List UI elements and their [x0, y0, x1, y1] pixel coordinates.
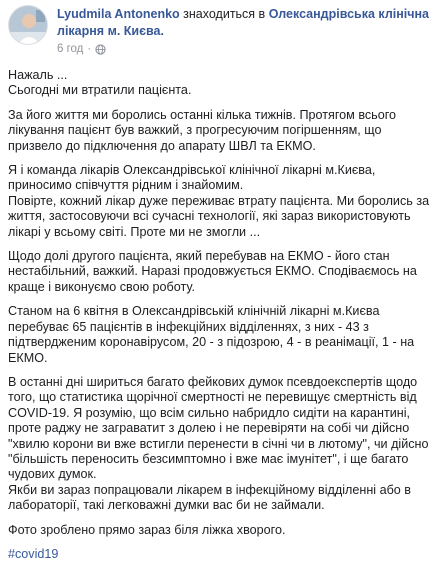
post-paragraph: За його життя ми боролись останні кілька тижнів. Протягом всього лікування пацієнт був важкий, з прогресуючим погіршенням, що призвело до підключення до апарату ШВЛ та ЕКМО.	[8, 107, 397, 153]
post-paragraph: Фото зроблено прямо зараз біля ліжка хворого.	[8, 522, 286, 537]
hashtag-link[interactable]: #covid19	[8, 546, 59, 561]
post-paragraph: В останні дні шириться багато фейкових думок псевдоекспертів щодо того, що статистика щорічної смертності не перевищує смертність від COVID-19. Я розумію, що всім сильно набридло сидіти на карантині, проте раджу не заграватит з долею і не перевіряти на собі чи дійсно "хвилю корони ви вже встигли перенести в січні чи в лютому", чи дійсно "більшість переносить безсимптомно і вже має імунітет", і ще багато чудових думок. Якби ви зараз попрацювали лікарем в інфекційному відділенні або в лабораторії, такі легковажні думки вас би не займали.	[8, 374, 429, 513]
globe-icon[interactable]	[95, 44, 106, 55]
avatar-photo	[9, 6, 48, 45]
post-header-text	[57, 6, 433, 40]
post-paragraph: Щодо долі другого пацієнта, який перебував на ЕКМО - його стан нестабільний, важкий. Наразі продовжується ЕКМО. Сподіваємось на краще і виконуємо свою роботу.	[8, 249, 417, 294]
post-meta	[57, 42, 106, 56]
location-prefix: знаходиться в	[183, 7, 266, 21]
post-time-link[interactable]: 6 год	[57, 43, 84, 55]
post-paragraph: Нажаль ... Сьогодні ми втратили пацієнта.	[8, 68, 192, 98]
meta-separator: ·	[87, 43, 92, 55]
post-paragraph: Станом на 6 квітня в Олександрівській клінічній лікарні м.Києва перебуває 65 пацієнтів в інфекційних відділеннях, з них - 43 з підтвердженим коронавірусом, 20 - з підозрою, 4 - в реанімації, 1 - на ЕКМО.	[8, 304, 415, 365]
location-link[interactable]: Олександрівська клінічна лікарня м. Києва.	[57, 7, 430, 38]
avatar[interactable]	[8, 5, 48, 45]
post-header	[8, 5, 433, 55]
post-body	[8, 68, 433, 571]
post-paragraph: Я і команда лікарів Олександрівської клінічної лікарні м.Києва, приносимо співчуття рідним і знайомим. Повірте, кожний лікар дуже переживає втрату пацієнта. Ми боролись за життя, застосовуючи всі сучасні технології, які зараз використовують лікарі у всьому світі. Проте ми не змогли ...	[8, 163, 430, 239]
author-name-link[interactable]: Lyudmila Antonenko	[57, 7, 180, 21]
